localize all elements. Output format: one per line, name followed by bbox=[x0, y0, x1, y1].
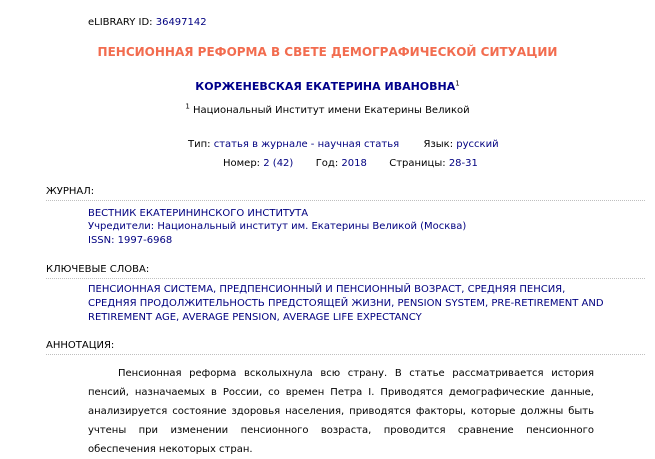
author-name[interactable]: КОРЖЕНЕВСКАЯ ЕКАТЕРИНА ИВАНОВНА bbox=[195, 80, 456, 93]
journal-name[interactable]: ВЕСТНИК ЕКАТЕРИНИНСКОГО ИНСТИТУТА bbox=[88, 208, 309, 219]
affiliation-line bbox=[0, 102, 655, 116]
pages-label: Страницы: bbox=[389, 158, 446, 169]
affiliation-superscript: 1 bbox=[185, 102, 190, 111]
elibrary-id-value: 36497142 bbox=[155, 17, 207, 28]
journal-divider bbox=[46, 200, 645, 201]
number-value: 2 (42) bbox=[263, 158, 294, 169]
abstract-divider bbox=[46, 354, 645, 355]
elibrary-id-line bbox=[88, 17, 207, 28]
type-value: статья в журнале - научная статья bbox=[213, 139, 400, 150]
elibrary-id-label: eLIBRARY ID: bbox=[88, 17, 153, 28]
year-label: Год: bbox=[315, 158, 339, 169]
journal-founders: Учредители: Национальный институт им. Екатерины Великой (Москва) bbox=[88, 221, 467, 232]
abstract-text: Пенсионная реформа всколыхнула всю страну. В статье рассматривается история пенсий, назначаемых в России, со времен Петра I. Приводятся демографические данные, анализируется состояние здоровья населения, приводятся факторы, которые должны быть учтены при изменении пенсионного возраста, проводится сравнение пенсионного обеспечения некоторых стран. bbox=[88, 368, 594, 455]
keywords-line-1[interactable]: ПЕНСИОННАЯ СИСТЕМА, ПРЕДПЕНСИОННЫЙ И ПЕНСИОННЫЙ ВОЗРАСТ, СРЕДНЯЯ ПЕНСИЯ, bbox=[88, 284, 566, 295]
year-value: 2018 bbox=[341, 158, 367, 169]
language-value: русский bbox=[456, 139, 499, 150]
number-label: Номер: bbox=[223, 158, 261, 169]
pages-value: 28-31 bbox=[448, 158, 478, 169]
type-language-line bbox=[188, 139, 499, 150]
keywords-section-label: КЛЮЧЕВЫЕ СЛОВА: bbox=[46, 264, 150, 275]
language-label: Язык: bbox=[423, 139, 454, 150]
affiliation-name[interactable]: Национальный Институт имени Екатерины Великой bbox=[193, 105, 470, 116]
article-title: ПЕНСИОННАЯ РЕФОРМА В СВЕТЕ ДЕМОГРАФИЧЕСКОЙ СИТУАЦИИ bbox=[97, 45, 558, 59]
issue-line bbox=[223, 158, 478, 169]
author-line bbox=[0, 80, 655, 93]
keywords-line-3[interactable]: RETIREMENT AGE, AVERAGE PENSION, AVERAGE LIFE EXPECTANCY bbox=[88, 312, 422, 323]
keywords-divider bbox=[46, 278, 645, 279]
author-superscript: 1 bbox=[455, 79, 460, 88]
journal-section-label: ЖУРНАЛ: bbox=[46, 186, 95, 197]
type-label: Тип: bbox=[188, 139, 211, 150]
journal-issn: ISSN: 1997-6968 bbox=[88, 235, 173, 246]
keywords-line-2[interactable]: СРЕДНЯЯ ПРОДОЛЖИТЕЛЬНОСТЬ ПРЕДСТОЯЩЕЙ ЖИЗНИ, PENSION SYSTEM, PRE-RETIREMENT AND bbox=[88, 298, 604, 309]
abstract-section-label: АННОТАЦИЯ: bbox=[46, 340, 115, 351]
